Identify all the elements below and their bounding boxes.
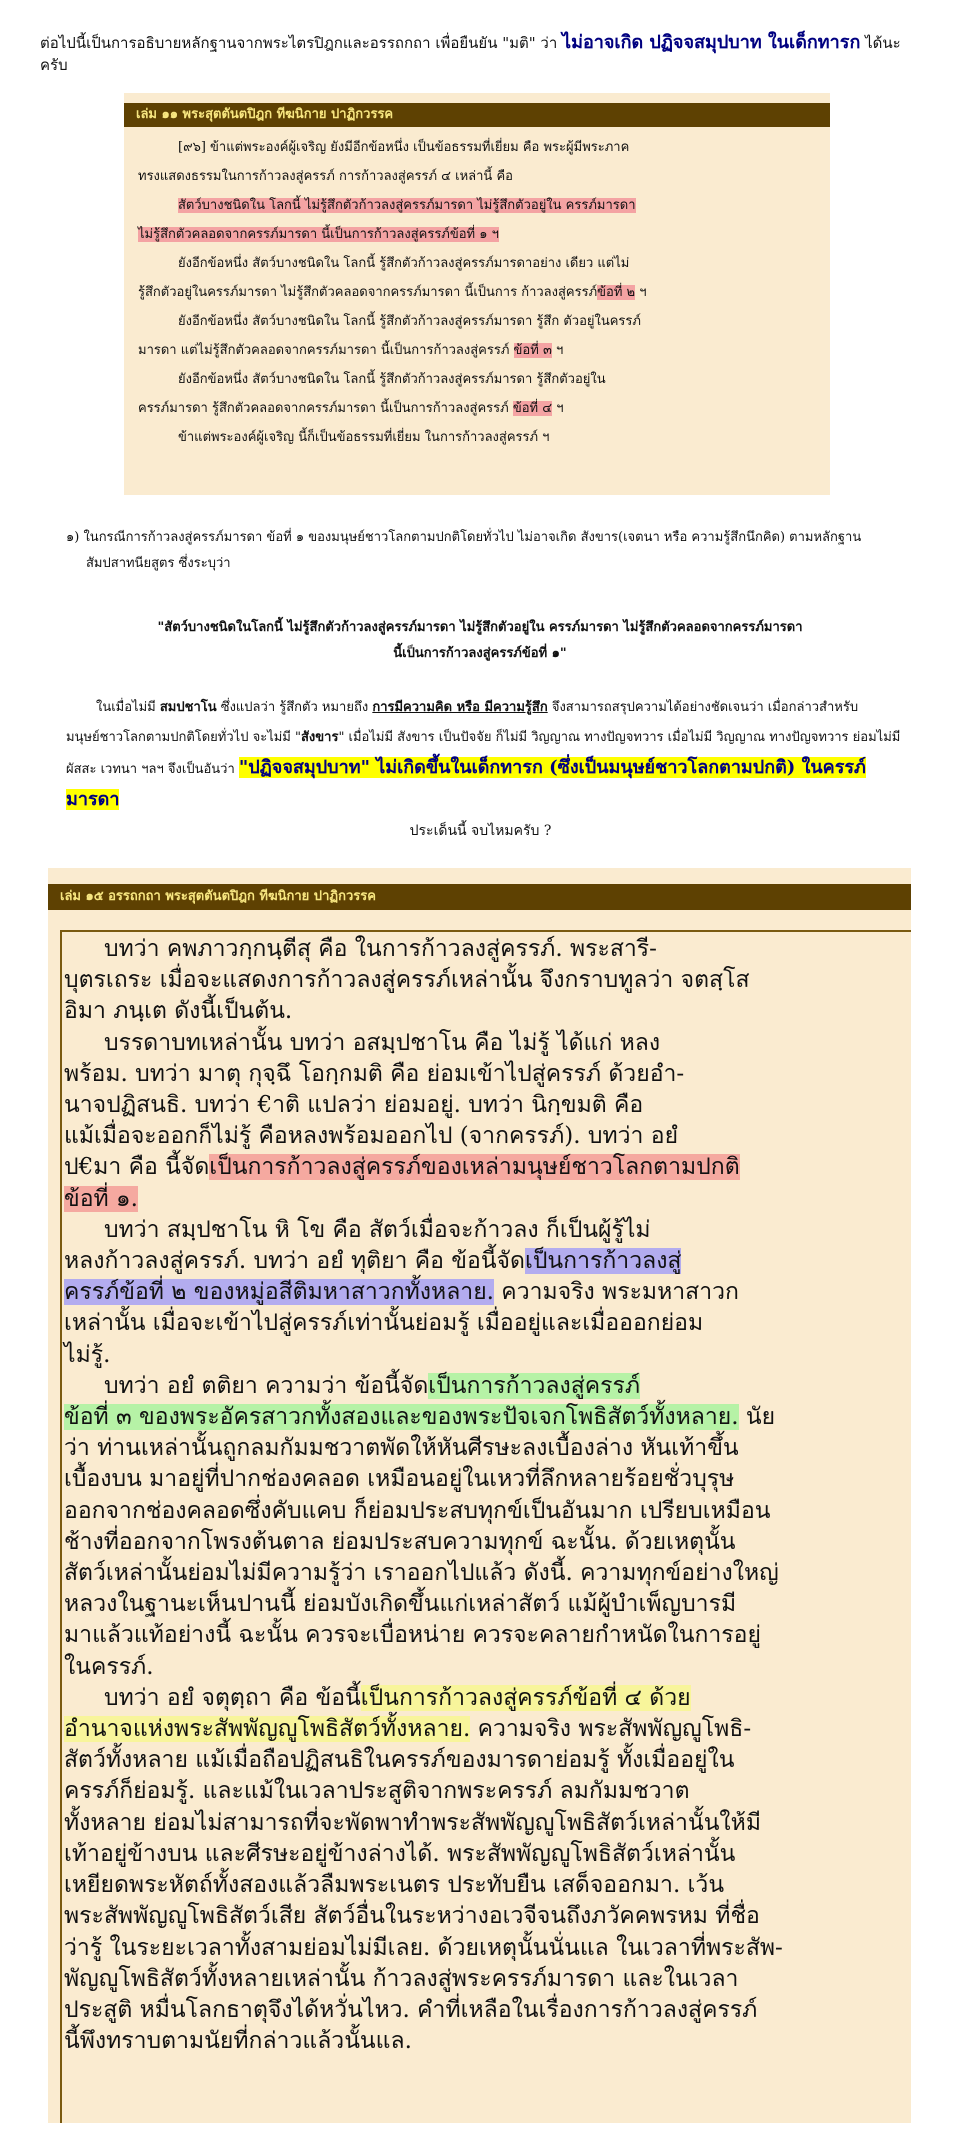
highlight-pink: ข้อที่ ๒	[597, 285, 636, 300]
text: ผัสสะ เวทนา ฯลฯ จึงเป็นอันว่า	[66, 762, 239, 777]
commentary-line: บทว่า สมฺปชาโน หิ โข คือ สัตว์เมื่อจะก้าวลง ก็เป็นผู้รู้ไม่	[104, 1216, 651, 1243]
commentary-line	[64, 1683, 924, 1714]
excerpt-line: [๙๖] ข้าแต่พระองค์ผู้เจริญ ยังมีอีกข้อหนึ่ง เป็นข้อธรรมที่เยี่ยม คือ พระผู้มีพระภาค	[178, 140, 630, 155]
excerpt-line	[138, 336, 816, 365]
text: " เมื่อไม่มี สังขาร เป็นปัจจัย ก็ไม่มี วิญญาณ ทางปัญจทวาร เมื่อไม่มี วิญญาณ ทางปัญจทวาร ย่อมไม่มี	[338, 730, 901, 745]
conclusion-line	[66, 753, 916, 817]
question-text: ประเด็นนี้ จบไหมครับ ?	[409, 823, 552, 839]
text: ซึ่งแปลว่า รู้สึกตัว หมายถึง	[216, 700, 373, 715]
commentary-line: ว่ารู้ ในระยะเวลาทั้งสามย่อมไม่มีเลย. ด้วยเหตุนั้นนั่นแล ในเวลาที่พระสัพ-	[64, 1934, 783, 1961]
commentary-header: เล่ม ๑๕ อรรถกถา พระสุตตันตปิฎก ทีฆนิกาย ปาฏิกวรรค	[48, 884, 911, 910]
quote-line: "สัตว์บางชนิดในโลกนี้ ไม่รู้สึกตัวก้าวลงสู่ครรภ์มารดา ไม่รู้สึกตัวอยู่ใน ครรภ์มารดา ไม่รู้สึกตัวคลอดจากครรภ์มารดา	[157, 620, 803, 635]
term-bold: สังขาร	[300, 730, 339, 745]
commentary-line: ครรภ์ก็ย่อมรู้. และแม้ในเวลาประสูติจากพระครรภ์ ลมกัมมชวาต	[64, 1778, 690, 1805]
note-1	[66, 525, 906, 577]
excerpt-text: ฯ	[552, 401, 564, 416]
highlight-blue: ครรภ์ข้อที่ ๒ ของหมู่อสีติมหาสาวกทั้งหลาย.	[64, 1279, 494, 1306]
highlight-green: เป็นการก้าวลงสู่ครรภ์	[428, 1372, 641, 1399]
note-line: สัมปสาทนียสูตร ซึ่งระบุว่า	[86, 556, 231, 571]
commentary-line: เหยียดพระหัตถ์ทั้งสองแล้วลืมพระเนตร ประทับยืน เสด็จออกมา. เว้น	[64, 1872, 725, 1899]
commentary-line: ทั้งหลาย ย่อมไม่สามารถที่จะพัดพาทำพระสัพพัญญูโพธิสัตว์เหล่านั้นให้มี	[64, 1809, 761, 1836]
commentary-line: พร้อม. บทว่า มาตุ กุจฺฉึ โอกฺกมติ คือ ย่อมเข้าไปสู่ครรภ์ ด้วยอำ-	[64, 1060, 685, 1087]
excerpt-line: ยังอีกข้อหนึ่ง สัตว์บางชนิดใน โลกนี้ รู้สึกตัวก้าวลงสู่ครรภ์มารดา รู้สึกตัวอยู่ใน	[178, 372, 606, 387]
commentary-line	[64, 1184, 924, 1215]
commentary-line: สัตว์ทั้งหลาย แม้เมื่อถือปฏิสนธิในครรภ์ของมารดาย่อมรู้ ทั้งเมื่ออยู่ใน	[64, 1747, 735, 1774]
commentary-line: บุตรเถระ เมื่อจะแสดงการก้าวลงสู่ครรภ์เหล่านั้น จึงกราบทูลว่า จตสฺโส	[64, 967, 750, 994]
highlight-pink: สัตว์บางชนิดใน โลกนี้ ไม่รู้สึกตัวก้าวลงสู่ครรภ์มารดา ไม่รู้สึกตัวอยู่ใน ครรภ์มารดา	[178, 198, 636, 213]
commentary-line: หลวงในฐานะเห็นปานนี้ ย่อมบังเกิดขึ้นแก่เหล่าสัตว์ แม้ผู้บำเพ็ญบารมี	[64, 1591, 737, 1618]
commentary-line	[64, 1371, 924, 1402]
text: ในเมื่อไม่มี	[96, 700, 160, 715]
excerpt-line: ยังอีกข้อหนึ่ง สัตว์บางชนิดใน โลกนี้ รู้สึกตัวก้าวลงสู่ครรภ์มารดาอย่าง เดียว แต่ไม่	[178, 256, 630, 271]
highlight-green: ข้อที่ ๓ ของพระอัครสาวกทั้งสองและของพระปัจเจกโพธิสัตว์ทั้งหลาย.	[64, 1404, 739, 1431]
commentary-line	[64, 1277, 924, 1308]
highlight-yellow: เป็นการก้าวลงสู่ครรภ์ข้อที่ ๔ ด้วย	[360, 1684, 691, 1711]
conclusion-line	[66, 723, 916, 753]
text: มนุษย์ชาวโลกตามปกติโดยทั่วไป จะไม่มี "	[66, 730, 301, 745]
highlight-blue: เป็นการก้าวลงสู่	[524, 1248, 682, 1275]
text: ป€มา คือ นี้จัด	[64, 1154, 210, 1181]
text: หลงก้าวลงสู่ครรภ์. บทว่า อยํ ทุติยา คือ ข้อนี้จัด	[64, 1248, 525, 1275]
conclusion-paragraph	[66, 693, 916, 817]
intro-highlight: ไม่อาจเกิด ปฏิจจสมุปบาท ในเด็กทารก	[562, 32, 861, 53]
excerpt-line: ข้าแต่พระองค์ผู้เจริญ นี้ก็เป็นข้อธรรมที่เยี่ยม ในการก้าวลงสู่ครรภ์ ฯ	[178, 430, 550, 445]
quote-block	[100, 615, 860, 667]
commentary-line: ในครรภ์.	[64, 1653, 154, 1680]
commentary-line: สัตว์เหล่านั้นย่อมไม่มีความรู้ว่า เราออกไปแล้ว ดังนี้. ความทุกข์อย่างใหญ่	[64, 1560, 779, 1587]
term-underlined: การมีความคิด หรือ มีความรู้สึก	[372, 700, 548, 715]
note-line: ๑) ในกรณีการก้าวลงสู่ครรภ์มารดา ข้อที่ ๑ ของมนุษย์ชาวโลกตามปกติโดยทั่วไป ไม่อาจเกิด สังขาร(เจตนา หรือ ความรู้สึกนึกคิด) ตามหลักฐาน	[66, 530, 862, 545]
commentary-line: พัญญูโพธิสัตว์ทั้งหลายเหล่านั้น ก้าวลงสู่พระครรภ์มารดา และในเวลา	[64, 1965, 739, 1992]
excerpt-line	[138, 394, 816, 423]
commentary-line: ประสูติ หมื่นโลกธาตุจึงได้หวั่นไหว. คำที่เหลือในเรื่องการก้าวลงสู่ครรภ์	[64, 1996, 758, 2023]
commentary-line	[64, 1402, 924, 1433]
commentary-line: ไม่รู้.	[64, 1341, 111, 1368]
commentary-line: ออกจากช่องคลอดซึ่งคับแคบ ก็ย่อมประสบทุกข์เป็นอันมาก เปรียบเหมือน	[64, 1497, 771, 1524]
excerpt-header: เล่ม ๑๑ พระสุตตันตปิฎก ทีฆนิกาย ปาฏิกวรรค	[124, 103, 830, 127]
commentary-line	[64, 1246, 924, 1277]
commentary-line: เท้าอยู่ข้างบน และศีรษะอยู่ข้างล่างได้. พระสัพพัญญูโพธิสัตว์เหล่านั้น	[64, 1840, 736, 1867]
excerpt-text: ฯ	[635, 285, 647, 300]
intro-post: ได้นะครับ	[40, 34, 901, 74]
highlight-pink: ข้อที่ ๓	[513, 343, 552, 358]
highlight-pink: เป็นการก้าวลงสู่ครรภ์ของเหล่ามนุษย์ชาวโลกตามปกติ	[209, 1154, 740, 1181]
text: จึงสามารถสรุปความได้อย่างชัดเจนว่า เมื่อกล่าวสำหรับ	[547, 700, 859, 715]
text: นัย	[738, 1404, 776, 1431]
excerpt-body	[124, 127, 830, 452]
excerpt-text: รู้สึกตัวอยู่ในครรภ์มารดา ไม่รู้สึกตัวคลอดจากครรภ์มารดา นี้เป็นการ ก้าวลงสู่ครรภ์	[138, 285, 598, 300]
term-bold: สมปชาโน	[159, 700, 217, 715]
commentary-line	[64, 1152, 924, 1183]
commentary-line: บทว่า คพภาวกฺกนฺตีสุ คือ ในการก้าวลงสู่ครรภ์. พระสารี-	[104, 936, 657, 962]
highlight-pink: ข้อที่ ๑.	[64, 1185, 138, 1212]
commentary-line: นี้พึงทราบตามนัยที่กล่าวแล้วนั้นแล.	[64, 2028, 412, 2055]
commentary-line: ช้างที่ออกจากโพรงต้นตาล ย่อมประสบความทุกข์ ฉะนั้น. ด้วยเหตุนั้น	[64, 1528, 736, 1555]
highlight-pink: ข้อที่ ๔	[512, 401, 553, 416]
text: ความจริง พระมหาสาวก	[494, 1279, 739, 1306]
excerpt-line: ยังอีกข้อหนึ่ง สัตว์บางชนิดใน โลกนี้ รู้สึกตัวก้าวลงสู่ครรภ์มารดา รู้สึก ตัวอยู่ในครรภ์	[178, 314, 641, 329]
commentary-line: เหล่านั้น เมื่อจะเข้าไปสู่ครรภ์เท่านั้นย่อมรู้ เมื่ออยู่และเมื่อออกย่อม	[64, 1310, 704, 1337]
highlight-yellow-conclusion: "ปฏิจจสมุปบาท" ไม่เกิดขึ้นในเด็กทารก (ซึ่งเป็นมนุษย์ชาวโลกตามปกติ) ในครรภ์มารดา	[66, 757, 866, 810]
commentary-body	[64, 934, 924, 2057]
quote-line: นี้เป็นการก้าวลงสู่ครรภ์ข้อที่ ๑"	[393, 646, 567, 661]
commentary-line: พระสัพพัญญูโพธิสัตว์เสีย สัตว์อื่นในระหว่างอเวจีจนถึงภวัคคพรหม ที่ชื่อ	[64, 1903, 760, 1930]
conclusion-line	[66, 693, 916, 723]
text: บทว่า อยํ จตุตฺถา คือ ข้อนี้	[104, 1684, 361, 1711]
excerpt-text: มารดา แต่ไม่รู้สึกตัวคลอดจากครรภ์มารดา นี้เป็นการก้าวลงสู่ครรภ์	[138, 343, 514, 358]
intro-pre: ต่อไปนี้เป็นการอธิบายหลักฐานจากพระไตรปิฎกและอรรถกถา เพื่อยืนยัน "มติ" ว่า	[40, 34, 563, 52]
commentary-line: อิมา ภนฺเต ดังนี้เป็นต้น.	[64, 998, 293, 1025]
excerpt-text: ครรภ์มารดา รู้สึกตัวคลอดจากครรภ์มารดา นี้เป็นการก้าวลงสู่ครรภ์	[138, 401, 513, 416]
tipitaka-excerpt-box	[124, 93, 830, 495]
text: ความจริง พระสัพพัญญูโพธิ-	[470, 1716, 752, 1743]
excerpt-text: ฯ	[551, 343, 564, 358]
highlight-yellow: อำนาจแห่งพระสัพพัญญูโพธิสัตว์ทั้งหลาย.	[64, 1716, 471, 1743]
intro-text	[40, 32, 920, 76]
excerpt-line: ทรงแสดงธรรมในการก้าวลงสู่ครรภ์ การก้าวลงสู่ครรภ์ ๔ เหล่านี้ คือ	[138, 169, 513, 184]
excerpt-line	[138, 278, 816, 307]
commentary-line: นาจปฏิสนธิ. บทว่า €าติ แปลว่า ย่อมอยู่. บทว่า นิกฺขมติ คือ	[64, 1092, 644, 1119]
text: บทว่า อยํ ตติยา ความว่า ข้อนี้จัด	[104, 1372, 429, 1399]
excerpt-line	[138, 220, 816, 249]
commentary-line: แม้เมื่อจะออกก็ไม่รู้ คือหลงพร้อมออกไป (จากครรภ์). บทว่า อยํ	[64, 1123, 679, 1150]
commentary-line: บรรดาบทเหล่านั้น บทว่า อสมฺปชาโน คือ ไม่รู้ ได้แก่ หลง	[104, 1029, 661, 1056]
highlight-pink: ไม่รู้สึกตัวคลอดจากครรภ์มารดา นี้เป็นการก้าวลงสู่ครรภ์ข้อที่ ๑ ฯ	[138, 227, 499, 242]
excerpt-line	[138, 191, 816, 220]
commentary-excerpt-box	[48, 868, 911, 2123]
commentary-line: ว่า ท่านเหล่านั้นถูกลมกัมมชวาตพัดให้หันศีรษะลงเบื้องล่าง หันเท้าขึ้น	[64, 1435, 739, 1462]
commentary-line: มาแล้วแท้อย่างนี้ ฉะนั้น ควรจะเบื่อหน่าย ควรจะคลายกำหนัดในการอยู่	[64, 1622, 761, 1649]
commentary-line: เบื้องบน มาอยู่ที่ปากช่องคลอด เหมือนอยู่ในเหวที่ลึกหลายร้อยชั่วบุรุษ	[64, 1466, 735, 1493]
commentary-line	[64, 1714, 924, 1745]
